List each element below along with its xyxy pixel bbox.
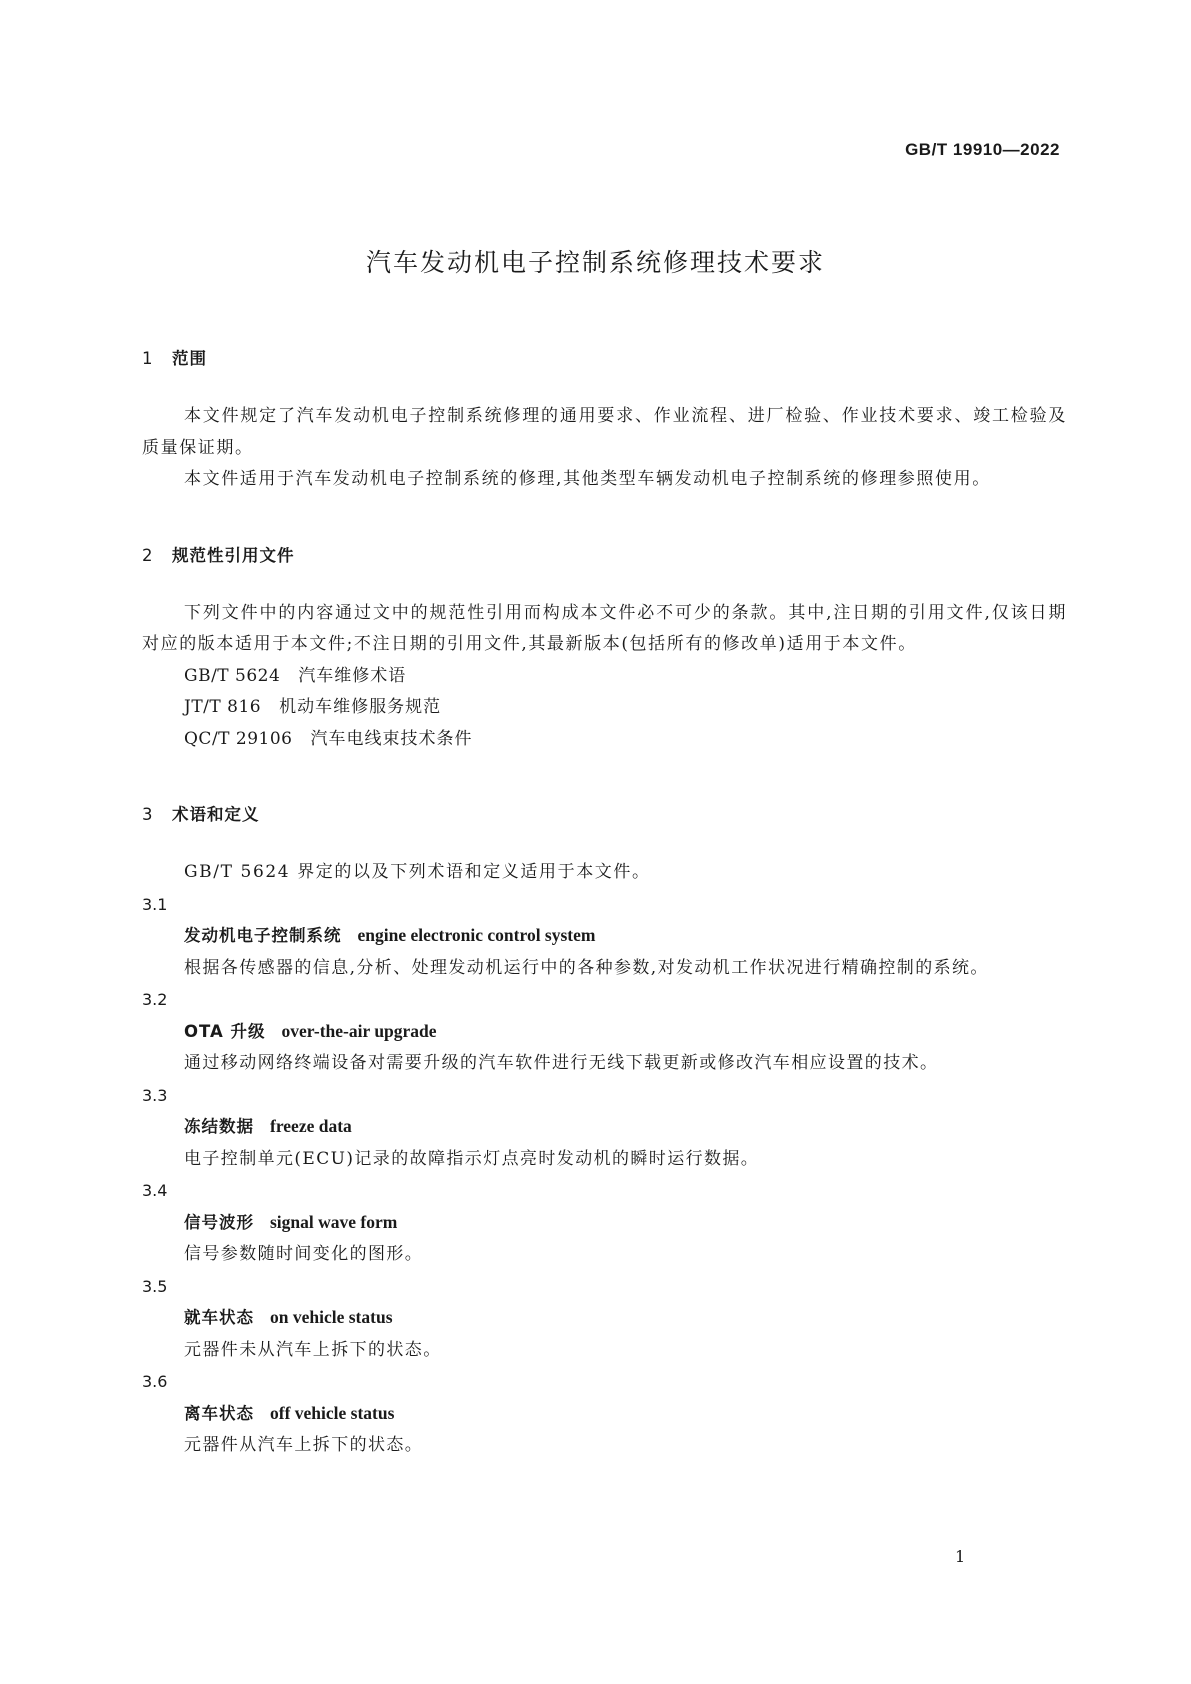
term-english: engine electronic control system — [357, 925, 596, 945]
term-entry — [142, 1271, 1067, 1367]
term-chinese: OTA 升级 — [184, 1021, 266, 1041]
term-english: on vehicle status — [270, 1307, 393, 1327]
term-name — [142, 1398, 1067, 1431]
reference-item — [142, 661, 1067, 693]
term-definition: 信号参数随时间变化的图形。 — [184, 1244, 424, 1264]
reference-title: 汽车维修术语 — [298, 665, 407, 686]
term-number: 3.4 — [142, 1181, 168, 1200]
term-definition: 电子控制单元(ECU)记录的故障指示灯点亮时发动机的瞬时运行数据。 — [184, 1148, 760, 1169]
section-number: 3 — [142, 805, 154, 824]
term-definition: 根据各传感器的信息,分析、处理发动机运行中的各种参数,对发动机工作状况进行精确控制的系统。 — [184, 957, 989, 978]
term-name — [142, 1302, 1067, 1335]
term-entry — [142, 1175, 1067, 1271]
section-title: 规范性引用文件 — [172, 545, 295, 565]
section-title: 术语和定义 — [172, 805, 260, 824]
term-chinese: 冻结数据 — [184, 1117, 254, 1136]
term-english: signal wave form — [270, 1211, 398, 1232]
reference-code: GB/T 5624 — [184, 665, 281, 686]
term-number: 3.2 — [142, 990, 168, 1009]
section-heading-normative-references — [142, 540, 1067, 572]
term-name — [142, 1207, 1067, 1240]
term-chinese: 发动机电子控制系统 — [184, 926, 342, 945]
term-number: 3.5 — [142, 1276, 168, 1296]
term-entry — [142, 889, 1067, 985]
term-entry — [142, 984, 1067, 1080]
term-number: 3.6 — [142, 1372, 168, 1391]
reference-title: 机动车维修服务规范 — [279, 697, 442, 717]
section-number: 2 — [142, 545, 154, 565]
reference-code: QC/T 29106 — [184, 728, 293, 749]
section-heading-terms-definitions — [142, 799, 1067, 831]
term-english: off vehicle status — [270, 1402, 395, 1423]
section-number: 1 — [142, 349, 154, 368]
term-definition: 元器件未从汽车上拆下的状态。 — [184, 1339, 442, 1360]
term-chinese: 就车状态 — [184, 1308, 254, 1327]
document-title: 汽车发动机电子控制系统修理技术要求 — [365, 248, 825, 277]
reference-item — [142, 692, 1067, 724]
term-name — [142, 1016, 1067, 1049]
reference-item — [142, 724, 1067, 756]
references-intro: 下列文件中的内容通过文中的规范性引用而构成本文件必不可少的条款。其中,注日期的引用文件,仅该日期对应的版本适用于本文件;不注日期的引用文件,其最新版本(包括所有的修改单)适用于本文件。 — [142, 602, 1067, 654]
reference-title: 汽车电线束技术条件 — [310, 728, 473, 749]
term-definition: 元器件从汽车上拆下的状态。 — [184, 1435, 424, 1455]
section-heading-scope — [142, 343, 1067, 375]
term-name — [142, 920, 1067, 953]
term-chinese: 离车状态 — [184, 1403, 254, 1423]
standard-code: GB/T 19910—2022 — [905, 140, 1060, 159]
term-number: 3.3 — [142, 1085, 168, 1105]
page-number: 1 — [955, 1547, 966, 1566]
section-title: 范围 — [172, 349, 207, 368]
term-chinese: 信号波形 — [184, 1212, 254, 1232]
reference-code: JT/T 816 — [184, 697, 262, 717]
scope-paragraph-1: 本文件规定了汽车发动机电子控制系统修理的通用要求、作业流程、进厂检验、作业技术要求、竣工检验及质量保证期。 — [142, 406, 1067, 458]
term-entry — [142, 1366, 1067, 1462]
terms-intro: GB/T 5624 界定的以及下列术语和定义适用于本文件。 — [184, 862, 651, 882]
term-entry — [142, 1080, 1067, 1176]
term-number: 3.1 — [142, 894, 168, 914]
scope-paragraph-2: 本文件适用于汽车发动机电子控制系统的修理,其他类型车辆发动机电子控制系统的修理参照使用。 — [184, 469, 991, 489]
term-english: over-the-air upgrade — [281, 1020, 437, 1041]
term-english: freeze data — [270, 1116, 352, 1136]
term-name — [142, 1111, 1067, 1144]
document-body — [142, 343, 1067, 1462]
term-definition: 通过移动网络终端设备对需要升级的汽车软件进行无线下载更新或修改汽车相应设置的技术。 — [184, 1053, 939, 1073]
